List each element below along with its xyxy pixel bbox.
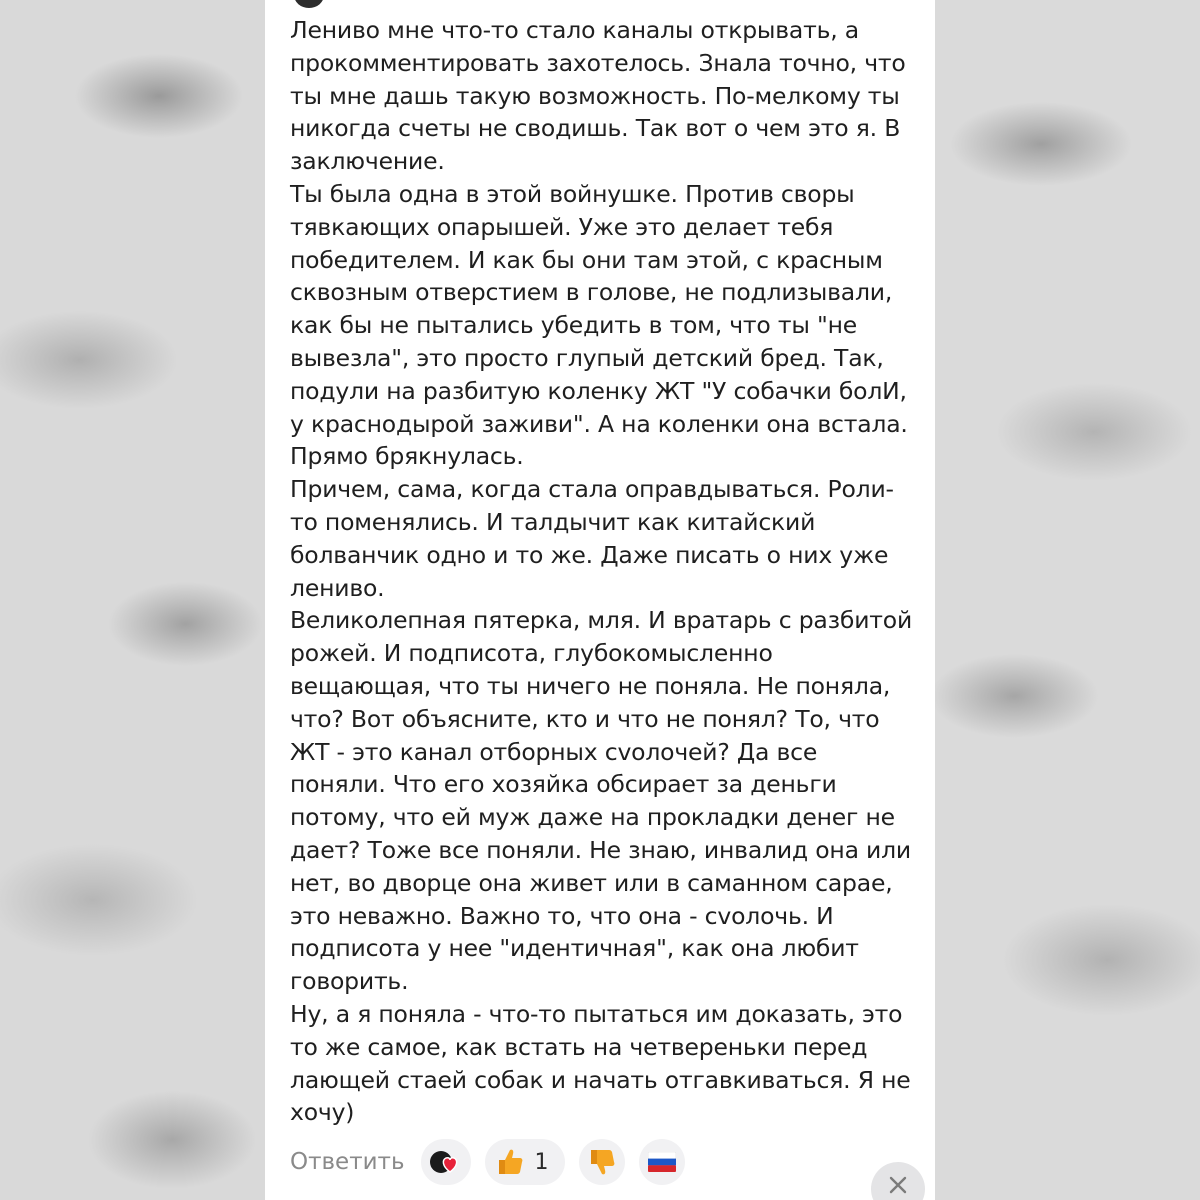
thumbs-down-icon <box>587 1147 617 1177</box>
comment-body <box>290 14 920 1129</box>
reaction-flag-button[interactable] <box>639 1139 685 1185</box>
reaction-heart-button[interactable] <box>421 1139 471 1185</box>
blurred-backdrop-right <box>935 0 1200 1200</box>
close-icon <box>888 1180 908 1199</box>
reaction-thumbs-up-button[interactable] <box>485 1139 565 1185</box>
russian-flag-icon <box>648 1152 676 1172</box>
blurred-backdrop-left <box>0 0 265 1200</box>
thumbs-up-count: 1 <box>534 1149 549 1175</box>
comment-paragraph-1: Лениво мне что-то стало каналы открывать, а прокомментировать захотелось. Знала точно, что ты мне дашь такую возможность. По-мелкому ты никогда счеты не сводишь. Так вот о чем это я. В заключение. <box>290 16 906 176</box>
comment-paragraph-3: Причем, сама, когда стала оправдываться. Роли-то поменялись. И талдычит как китайский болванчик одно и то же. Даже писать о них уже лениво. <box>290 475 894 602</box>
reply-button[interactable]: Ответить <box>290 1149 405 1175</box>
heart-reaction-icon <box>429 1148 463 1176</box>
comment-paragraph-5: Ну, а я поняла - что-то пытаться им доказать, это то же самое, как встать на четвереньки перед лающей стаей собак и начать отгавкиваться. Я не хочу) <box>290 999 911 1127</box>
comment-paragraph-4: Великолепная пятерка, мля. И вратарь с разбитой рожей. И подписота, глубокомысленно вещающая, что ты ничего не поняла. Не поняла, что? Вот объясните, кто и что не понял? То, что ЖТ - это канал отборных сvолочей? Да все поняли. Что его хозяйка обсирает за деньги потому, что ей муж даже на прокладки денег не дает? Тоже все поняли. Не знаю, инвалид она или нет, во дворце она живет или в саманном сарае, это неважно. Важно то, что она - сvолочь. И подписота у нее "идентичная", как она любит говорить. <box>290 606 913 996</box>
reaction-thumbs-down-button[interactable] <box>579 1139 625 1185</box>
comment-paragraph-2: Ты была одна в этой войнушке. Против своры тявкающих опарышей. Уже это делает тебя победителем. И как бы они там этой, с красным сквозным отверстием в голове, не подлизывали, как бы не пытались убедить в том, что ты "не вывезла", это просто глупый детский бред. Так, подули на разбитую коленку ЖТ "У собачки болИ, у краснодырой заживи". А на коленки она встала. Прямо брякнулась. <box>290 179 908 471</box>
thumbs-up-icon <box>495 1147 525 1177</box>
comment-actions <box>290 1138 685 1186</box>
